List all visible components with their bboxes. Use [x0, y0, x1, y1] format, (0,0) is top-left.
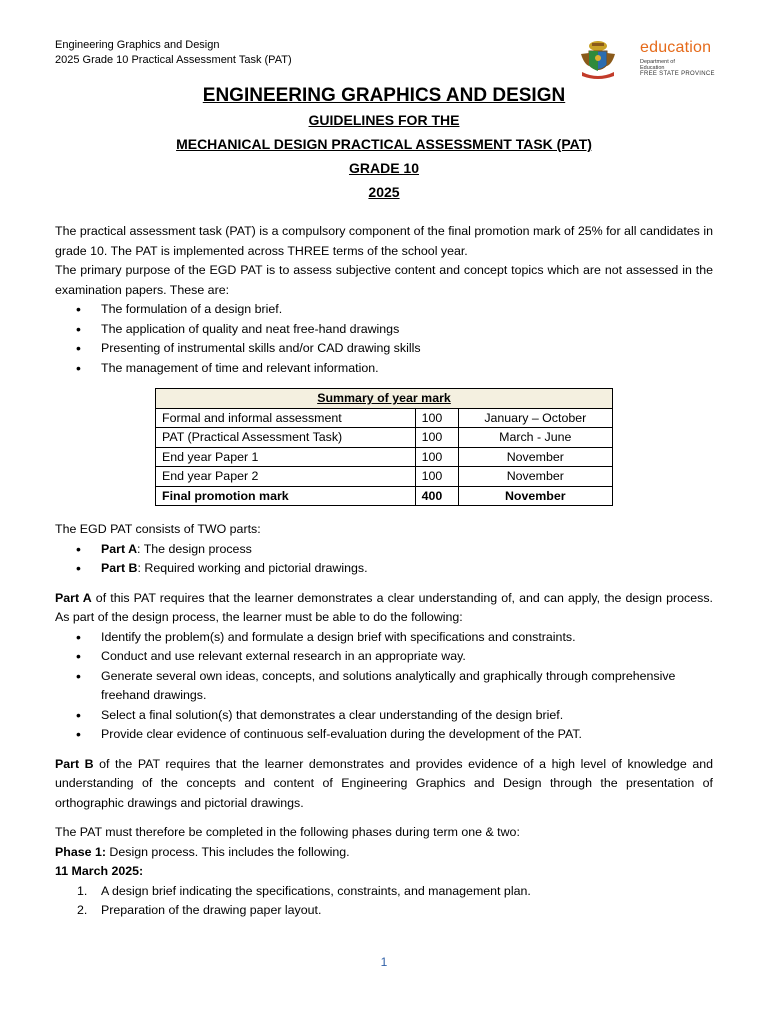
education-logo: [578, 38, 718, 80]
phase-1-line: [55, 843, 713, 863]
title-block: [0, 84, 768, 204]
coat-of-arms-icon: [578, 38, 618, 80]
parts-list: [55, 540, 713, 579]
pat-heading: MECHANICAL DESIGN PRACTICAL ASSESSMENT TASK (PAT): [176, 136, 592, 152]
grade-heading: GRADE 10: [348, 160, 420, 176]
running-header: [55, 38, 292, 67]
table-title: Summary of year mark: [156, 389, 613, 409]
phase-1-list: [55, 882, 713, 921]
table-row: [156, 408, 613, 428]
header-subject: Engineering Graphics and Design: [55, 39, 220, 51]
part-a-label: Part A: [101, 541, 138, 556]
logo-wordmark: education: [640, 39, 712, 56]
list-item: • Identify the problem(s) and formulate a design brief with specifications and constraints.: [55, 628, 713, 648]
table-cell: 100: [415, 428, 458, 448]
list-item: • Presenting of instrumental skills and/or CAD drawing skills: [55, 339, 713, 359]
part-b-label: Part B: [55, 756, 94, 771]
list-item: [55, 882, 713, 902]
document-title: ENGINEERING GRAPHICS AND DESIGN: [202, 85, 566, 106]
list-item: [55, 901, 713, 921]
table-total-row: [156, 486, 613, 506]
table-cell: 400: [415, 486, 458, 506]
table-cell: November: [458, 467, 612, 487]
list-item: • The application of quality and neat free-hand drawings: [55, 320, 713, 340]
table-cell: 100: [415, 447, 458, 467]
year-heading: 2025: [368, 184, 400, 200]
table-row: [156, 467, 613, 487]
phase-label: Phase 1:: [55, 844, 106, 859]
table-cell: January – October: [458, 408, 612, 428]
table-cell: PAT (Practical Assessment Task): [156, 428, 416, 448]
item-text: A design brief indicating the specifications, constraints, and management plan.: [101, 883, 531, 898]
item-number: 2.: [77, 903, 88, 917]
part-b-paragraph: [55, 755, 713, 814]
document-body: [55, 222, 713, 921]
table-cell: March - June: [458, 428, 612, 448]
parts-intro: The EGD PAT consists of TWO parts:: [55, 522, 261, 536]
phases-intro: The PAT must therefore be completed in the following phases during term one & two:: [55, 825, 520, 839]
item-number: 1.: [77, 883, 88, 898]
table-cell: Formal and informal assessment: [156, 408, 416, 428]
logo-department: [640, 59, 720, 77]
table-cell: End year Paper 2: [156, 467, 416, 487]
summary-table-wrapper: [155, 388, 713, 506]
intro-paragraph: The practical assessment task (PAT) is a compulsory component of the final promotion mark of 25% for all candidates in grade 10. The PAT is implemented across THREE terms of the school year.: [55, 224, 713, 258]
header-task: 2025 Grade 10 Practical Assessment Task (PAT): [55, 53, 292, 66]
phase-text: Design process. This includes the following.: [105, 844, 350, 859]
part-b-desc: : Required working and pictorial drawings.: [137, 561, 368, 575]
purpose-list: [55, 300, 713, 378]
table-cell: November: [458, 486, 612, 506]
part-b-label: Part B: [101, 561, 138, 575]
part-a-desc: : The design process: [137, 541, 252, 556]
page-number: 1: [380, 955, 388, 969]
table-cell: 100: [415, 467, 458, 487]
list-item: • Conduct and use relevant external research in an appropriate way.: [55, 647, 713, 667]
table-cell: Final promotion mark: [156, 486, 416, 506]
list-item: • Select a final solution(s) that demonstrates a clear understanding of the design brief.: [55, 706, 713, 726]
list-item: • Generate several own ideas, concepts, and solutions analytically and graphically through comprehensive freehand drawings.: [55, 667, 713, 706]
list-item: [55, 559, 713, 579]
logo-province: FREE STATE PROVINCE: [640, 71, 715, 77]
summary-table: [155, 388, 613, 506]
part-b-text: of the PAT requires that the learner demonstrates and provides evidence of a high level of knowledge and understanding of the concepts and content of Engineering Graphics and Design through the presentation of orthographic drawings and pictorial drawings.: [55, 756, 713, 810]
part-a-paragraph: [55, 589, 713, 628]
table-header-row: [156, 389, 613, 409]
list-item: • Provide clear evidence of continuous self-evaluation during the development of the PAT.: [55, 725, 713, 745]
table-cell: 100: [415, 408, 458, 428]
guidelines-heading: GUIDELINES FOR THE: [308, 112, 460, 128]
table-cell: End year Paper 1: [156, 447, 416, 467]
part-a-text: of this PAT requires that the learner demonstrates a clear understanding of, and can apply, the design process. As part of the design process, the learner must be able to do the following:: [55, 590, 713, 624]
list-item: • The management of time and relevant information.: [55, 359, 713, 379]
list-item: • The formulation of a design brief.: [55, 300, 713, 320]
item-text: Preparation of the drawing paper layout.: [101, 903, 322, 917]
logo-sub-line: Department of: [640, 59, 675, 65]
part-a-list: [55, 628, 713, 745]
purpose-paragraph: The primary purpose of the EGD PAT is to assess subjective content and concept topics which are not assessed in the examination papers. These are:: [55, 263, 713, 297]
table-cell: November: [458, 447, 612, 467]
part-a-label: Part A: [55, 590, 92, 605]
table-row: [156, 447, 613, 467]
table-row: [156, 428, 613, 448]
phase-date: 11 March 2025:: [55, 864, 144, 878]
logo-sub-line: Education: [640, 65, 665, 71]
list-item: [55, 540, 713, 560]
